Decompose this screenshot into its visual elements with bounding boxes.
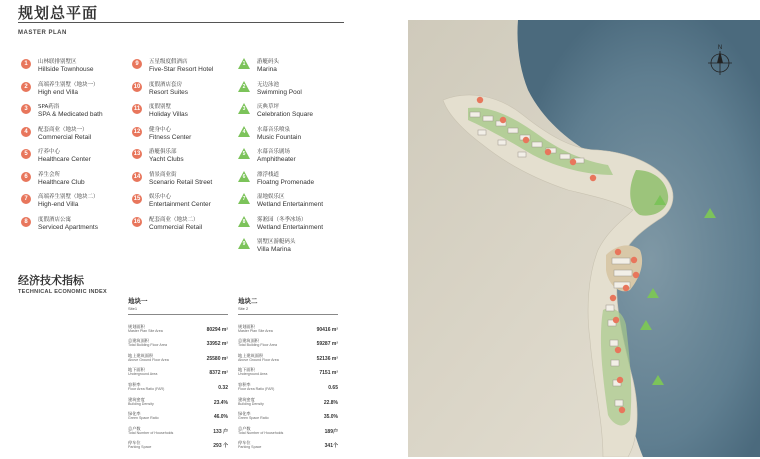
legend-label-en: Wetland Entertainment xyxy=(257,201,323,208)
legend-item xyxy=(132,193,213,216)
row-label-en: Green Space Ratio xyxy=(128,416,159,421)
number-marker: 13 xyxy=(133,151,141,157)
legend-label-en: Serviced Apartments xyxy=(38,223,98,231)
triangle-number: 5 xyxy=(242,151,246,157)
legend-label-cn: 高端养生别墅（地块二） xyxy=(38,194,99,200)
legend-label-en: Swimming Pool xyxy=(257,88,302,96)
row-label-cn: 地上建筑面积 xyxy=(238,352,264,358)
table-row xyxy=(238,421,338,436)
table-row xyxy=(128,363,228,378)
triangle-number: 8 xyxy=(242,218,246,225)
triangle-number: 6 xyxy=(242,173,246,180)
legend-item xyxy=(21,81,103,104)
legend-label-en: High-end Villa xyxy=(38,201,79,208)
page-title: 规划总平面 xyxy=(18,4,99,22)
row-label-cn: 总建筑面积 xyxy=(128,338,149,344)
legend-label-cn: 雾凇园（冬季冰场） xyxy=(257,216,307,223)
triangle-number: 1 xyxy=(242,61,246,67)
number-marker: 4 xyxy=(21,127,31,137)
legend-label-cn: 高端养生别墅（地块一） xyxy=(38,81,99,88)
legend-item xyxy=(132,81,213,104)
legend-label-en: High end Villa xyxy=(38,88,78,96)
legend-item xyxy=(21,148,103,171)
number-marker: 16 xyxy=(133,218,141,225)
legend-label-cn: 别墅区游艇码头 xyxy=(257,239,296,245)
table-header xyxy=(238,297,338,315)
table-row xyxy=(128,407,228,422)
row-label-en: Above Ground Floor Area xyxy=(238,357,279,362)
row-value: 0.32 xyxy=(218,384,228,391)
table-header xyxy=(128,297,228,315)
row-label-cn: 地下面积 xyxy=(238,367,255,373)
row-label-cn: 建筑密度 xyxy=(238,396,255,402)
triangle-marker xyxy=(238,238,250,249)
legend-item xyxy=(132,216,213,239)
row-value: 341个 xyxy=(324,443,338,450)
row-label-cn: 停车位 xyxy=(128,440,141,446)
table-row xyxy=(238,334,338,349)
row-label-en: Total Number of Households xyxy=(128,430,174,435)
triangle-marker xyxy=(238,216,250,227)
table-row xyxy=(238,392,338,407)
legend-label-cn: 度假酒店公寓 xyxy=(38,216,72,223)
table-row xyxy=(128,392,228,407)
legend-item xyxy=(238,103,323,126)
row-label-en: Building Density xyxy=(128,401,154,406)
legend-buildings-1 xyxy=(21,58,103,238)
legend-label-cn: 情景商业街 xyxy=(149,171,177,178)
row-label-en: Total Building Floor Area xyxy=(128,343,167,348)
legend-label-cn: 度假酒店套房 xyxy=(149,81,183,88)
legend-label-cn: 疗养中心 xyxy=(38,149,61,155)
master-plan-map xyxy=(408,20,760,457)
row-value: 33952 m² xyxy=(206,341,228,348)
legend-label-en: Healthcare Center xyxy=(38,156,91,163)
legend-item xyxy=(238,58,323,81)
legend-label-en: Villa Marina xyxy=(257,246,291,253)
row-label-cn: 容积率 xyxy=(238,381,251,387)
legend-label-cn: 养生会所 xyxy=(38,171,61,178)
legend-label-cn: 五星级度假酒店 xyxy=(149,59,188,65)
legend-item xyxy=(21,216,103,239)
triangle-marker xyxy=(238,81,250,92)
legend-item xyxy=(21,126,103,149)
number-marker: 7 xyxy=(21,194,31,204)
number-marker: 5 xyxy=(21,149,31,159)
row-label-en: Master Plan Site Area xyxy=(128,328,163,333)
row-label-cn: 规划面积 xyxy=(128,323,145,329)
table-row xyxy=(238,436,338,451)
legend-label-cn: 水幕音乐剧场 xyxy=(257,149,291,155)
legend-item xyxy=(132,58,213,81)
number-marker: 2 xyxy=(21,82,31,92)
triangle-number: 3 xyxy=(242,106,246,112)
legend-label-en: SPA & Medicated bath xyxy=(38,111,103,118)
row-label-cn: 绿化率 xyxy=(238,411,251,417)
legend-label-cn: 水幕音乐喷泉 xyxy=(257,126,291,133)
row-label-en: Total Building Floor Area xyxy=(238,343,277,348)
legend-label-en: Healthcare Club xyxy=(38,178,85,186)
legend-item xyxy=(21,171,103,194)
row-label-en: Parking Space xyxy=(238,445,262,450)
legend-label-en: Marina xyxy=(257,66,277,73)
row-label-cn: 容积率 xyxy=(128,381,141,387)
legend-label-cn: 度假别墅 xyxy=(149,104,172,110)
legend-item xyxy=(238,171,323,194)
row-label-cn: 地下面积 xyxy=(128,367,145,373)
legend-item xyxy=(132,148,213,171)
triangle-marker xyxy=(238,171,250,182)
table-row xyxy=(128,421,228,436)
legend-item xyxy=(238,148,323,171)
legend-label-en: Holiday Villas xyxy=(149,111,188,118)
title-divider xyxy=(18,22,344,23)
legend-item xyxy=(132,103,213,126)
row-value: 46.0% xyxy=(213,414,228,421)
table-row xyxy=(238,407,338,422)
legend-label-en: Music Fountain xyxy=(257,133,302,141)
legend-label-en: Hillside Townhouse xyxy=(38,66,94,73)
table-row xyxy=(128,319,228,334)
table-row xyxy=(128,436,228,451)
row-value: 25580 m² xyxy=(206,355,228,362)
row-value: 59287 m² xyxy=(316,341,338,348)
number-marker: 3 xyxy=(21,104,31,114)
table-row xyxy=(128,348,228,363)
legend-label-en: Entertainment Center xyxy=(149,201,211,208)
number-marker: 12 xyxy=(133,128,141,135)
triangle-marker xyxy=(238,126,250,137)
legend-landscape xyxy=(238,58,323,261)
legend-item xyxy=(238,193,323,216)
number-marker: 14 xyxy=(133,173,141,180)
legend-label-cn: 配套商业（地块二） xyxy=(149,216,199,223)
legend-label-cn: 健身中心 xyxy=(149,126,172,133)
legend-label-cn: 漂浮栈道 xyxy=(257,171,280,178)
number-marker: 15 xyxy=(133,196,141,202)
table-title-en: Site 2 xyxy=(238,306,249,311)
row-label-cn: 总建筑面积 xyxy=(238,338,259,344)
row-label-cn: 地上建筑面积 xyxy=(128,352,154,358)
legend-item xyxy=(238,81,323,104)
triangle-number: 2 xyxy=(242,83,246,90)
table-row xyxy=(128,377,228,392)
legend-label-cn: 庆典草坪 xyxy=(257,104,280,110)
legend-item xyxy=(238,238,323,261)
number-marker: 11 xyxy=(133,106,141,112)
row-label-en: Underground Area xyxy=(128,372,158,377)
legend-label-cn: SPA药浴 xyxy=(38,104,60,110)
number-marker: 6 xyxy=(21,172,31,182)
legend-item xyxy=(238,216,323,239)
site1-table xyxy=(128,297,228,450)
row-value: 35.0% xyxy=(323,414,338,421)
legend-item xyxy=(21,193,103,216)
row-label-cn: 总户数 xyxy=(128,425,141,431)
legend-label-en: Resort Suites xyxy=(149,88,189,96)
row-label-en: Building Density xyxy=(238,401,264,406)
row-label-cn: 规划面积 xyxy=(238,323,255,329)
table-row xyxy=(238,348,338,363)
legend-label-en: Commercial Retail xyxy=(38,133,92,141)
legend-label-en: Commercial Retail xyxy=(149,223,203,231)
row-label-en: Green Space Ratio xyxy=(238,416,269,421)
table-row xyxy=(128,334,228,349)
table-title-cn: 地块二 xyxy=(238,298,258,305)
legend-item xyxy=(132,171,213,194)
row-value: 7151 m² xyxy=(319,370,338,377)
row-label-en: Underground Area xyxy=(238,372,268,377)
legend-buildings-2 xyxy=(132,58,213,238)
number-marker: 8 xyxy=(21,217,31,227)
row-value: 293 个 xyxy=(213,443,228,450)
row-value: 133 户 xyxy=(213,428,228,435)
row-label-en: Total Number of Households xyxy=(238,430,284,435)
legend-item xyxy=(132,126,213,149)
row-label-en: Master Plan Site Area xyxy=(238,328,273,333)
row-label-cn: 建筑密度 xyxy=(128,396,145,402)
triangle-marker xyxy=(238,148,250,159)
legend-label-en: Celebration Square xyxy=(257,111,314,118)
row-label-cn: 停车位 xyxy=(238,440,251,446)
table-title-en: Site1 xyxy=(128,306,138,311)
triangle-marker xyxy=(238,58,250,69)
triangle-number: 4 xyxy=(242,128,246,135)
row-value: 23.4% xyxy=(213,399,228,406)
row-value: 189户 xyxy=(324,428,338,435)
legend-label-en: Wetland Entertainment xyxy=(257,223,323,231)
row-label-en: Above Ground Floor Area xyxy=(128,357,169,362)
triangle-marker xyxy=(238,103,250,114)
row-label-en: Floor Area Ratio (FAR) xyxy=(238,386,275,391)
legend-label-cn: 娱乐中心 xyxy=(149,194,172,200)
row-value: 8372 m² xyxy=(209,370,228,377)
legend-label-cn: 游艇码头 xyxy=(257,59,280,65)
north-label: N xyxy=(717,45,723,51)
legend-label-cn: 无边泳池 xyxy=(257,81,280,88)
legend-label-en: Floatng Promenade xyxy=(257,178,315,186)
triangle-number: 9 xyxy=(242,241,246,247)
row-value: 90416 m² xyxy=(316,326,338,333)
legend-item xyxy=(21,58,103,81)
row-label-en: Floor Area Ratio (FAR) xyxy=(128,386,165,391)
page-subtitle: MASTER PLAN xyxy=(18,30,67,36)
row-value: 52136 m² xyxy=(316,355,338,362)
number-marker: 1 xyxy=(21,59,31,69)
number-marker: 9 xyxy=(132,59,142,69)
legend-label-cn: 配套商业（地块一） xyxy=(38,126,88,133)
legend-label-cn: 湿地娱乐区 xyxy=(257,194,285,200)
row-value: 22.8% xyxy=(323,399,338,406)
table-row xyxy=(238,363,338,378)
row-value: 80294 m² xyxy=(206,326,228,333)
legend-label-en: Five-Star Resort Hotel xyxy=(149,66,214,73)
row-label-cn: 绿化率 xyxy=(128,411,141,417)
legend-label-en: Amphitheater xyxy=(257,156,296,163)
legend-item xyxy=(238,126,323,149)
legend-label-cn: 山林联排别墅区 xyxy=(38,59,77,65)
legend-label-cn: 游艇俱乐部 xyxy=(149,149,177,155)
row-value: 0.65 xyxy=(328,384,338,391)
row-label-cn: 总户数 xyxy=(238,425,251,431)
site2-table xyxy=(238,297,338,450)
legend-label-en: Fitness Center xyxy=(149,133,192,141)
legend-label-en: Yacht Clubs xyxy=(149,156,184,163)
triangle-marker xyxy=(238,193,250,204)
legend-item xyxy=(21,103,103,126)
tech-index-title: 经济技术指标 xyxy=(18,274,84,287)
row-label-en: Parking Space xyxy=(128,445,152,450)
legend-label-en: Scenario Retail Street xyxy=(149,178,213,186)
number-marker: 10 xyxy=(133,83,141,90)
triangle-number: 7 xyxy=(242,196,246,202)
tech-index-subtitle: TECHNICAL ECONOMIC INDEX xyxy=(18,289,107,295)
table-row xyxy=(238,377,338,392)
table-title-cn: 地块一 xyxy=(128,298,148,305)
table-row xyxy=(238,319,338,334)
